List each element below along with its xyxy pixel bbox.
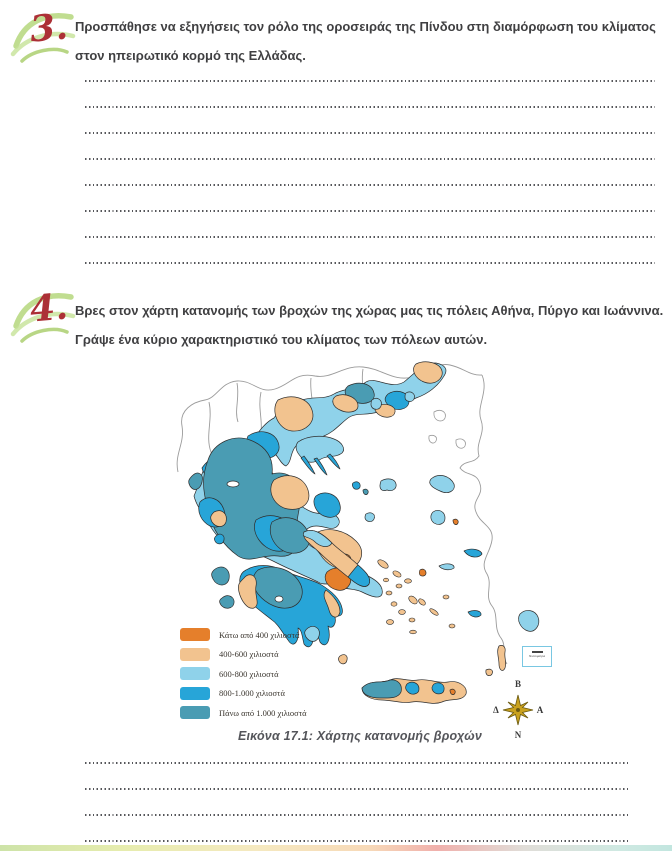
exercise4-question bbox=[75, 296, 663, 354]
answer-line[interactable] bbox=[85, 262, 655, 264]
map-caption: Εικόνα 17.1: Χάρτης κατανομής βροχών bbox=[237, 729, 483, 743]
answer-line[interactable] bbox=[85, 814, 628, 816]
legend-item bbox=[180, 667, 307, 680]
compass-north-label: Β bbox=[514, 679, 522, 689]
exercise3-question bbox=[75, 12, 663, 70]
map-scale-box bbox=[522, 646, 552, 667]
scale-label: Χιλιόμετρα bbox=[528, 654, 546, 658]
answer-line[interactable] bbox=[85, 132, 655, 134]
legend-color-swatch bbox=[180, 628, 210, 641]
exercise4-question-line2: Γράψε ένα κύριο χαρακτηριστικό του κλίματος των πόλεων αυτών. bbox=[75, 332, 488, 347]
legend-label: 600-800 χιλιοστά bbox=[219, 668, 279, 679]
scale-bar bbox=[532, 651, 543, 653]
exercise4-number-badge bbox=[10, 286, 76, 346]
legend-color-swatch bbox=[180, 706, 210, 719]
legend-item bbox=[180, 687, 307, 700]
exercise3-number-badge bbox=[10, 6, 76, 66]
answer-line[interactable] bbox=[85, 184, 655, 186]
answer-line[interactable] bbox=[85, 762, 628, 764]
legend-color-swatch bbox=[180, 667, 210, 680]
answer-line[interactable] bbox=[85, 106, 655, 108]
legend-color-swatch bbox=[180, 687, 210, 700]
legend-item bbox=[180, 628, 307, 641]
answer-line[interactable] bbox=[85, 236, 655, 238]
exercise4-answer-lines bbox=[85, 762, 628, 851]
legend-label: 400-600 χιλιοστά bbox=[219, 649, 279, 659]
exercise3-question-line1: Προσπάθησε να εξηγήσεις τον ρόλο της οροσειράς της Πίνδου στη διαμόρφωση του κλίματος bbox=[75, 19, 656, 34]
map-legend bbox=[180, 628, 307, 726]
footer-gradient-bar bbox=[0, 845, 672, 851]
legend-label: Κάτω από 400 χιλιοστά bbox=[219, 629, 300, 640]
legend-item bbox=[180, 648, 307, 661]
answer-line[interactable] bbox=[85, 80, 655, 82]
rainfall-map-figure bbox=[150, 350, 570, 750]
answer-line[interactable] bbox=[85, 840, 628, 842]
exercise3-answer-lines bbox=[85, 80, 655, 288]
legend-item bbox=[180, 706, 307, 719]
answer-line[interactable] bbox=[85, 788, 628, 790]
legend-label: Πάνω από 1.000 χιλιοστά bbox=[219, 707, 307, 718]
legend-color-swatch bbox=[180, 648, 210, 661]
answer-line[interactable] bbox=[85, 210, 655, 212]
answer-line[interactable] bbox=[85, 158, 655, 160]
compass-east-label: Α bbox=[536, 705, 544, 715]
exercise4-number: 4. bbox=[28, 285, 70, 331]
exercise3-question-line2: στον ηπειρωτικό κορμό της Ελλάδας. bbox=[75, 48, 306, 63]
compass-west-label: Δ bbox=[493, 705, 499, 715]
exercise3-number: 3. bbox=[28, 5, 70, 51]
legend-label: 800-1.000 χιλιοστά bbox=[219, 688, 285, 698]
exercise4-question-line1: Βρες στον χάρτη κατανομής των βροχών της χώρας μας τις πόλεις Αθήνα, Πύργο και Ιωάννινα. bbox=[75, 303, 664, 318]
compass-south-label: Ν bbox=[514, 730, 522, 740]
